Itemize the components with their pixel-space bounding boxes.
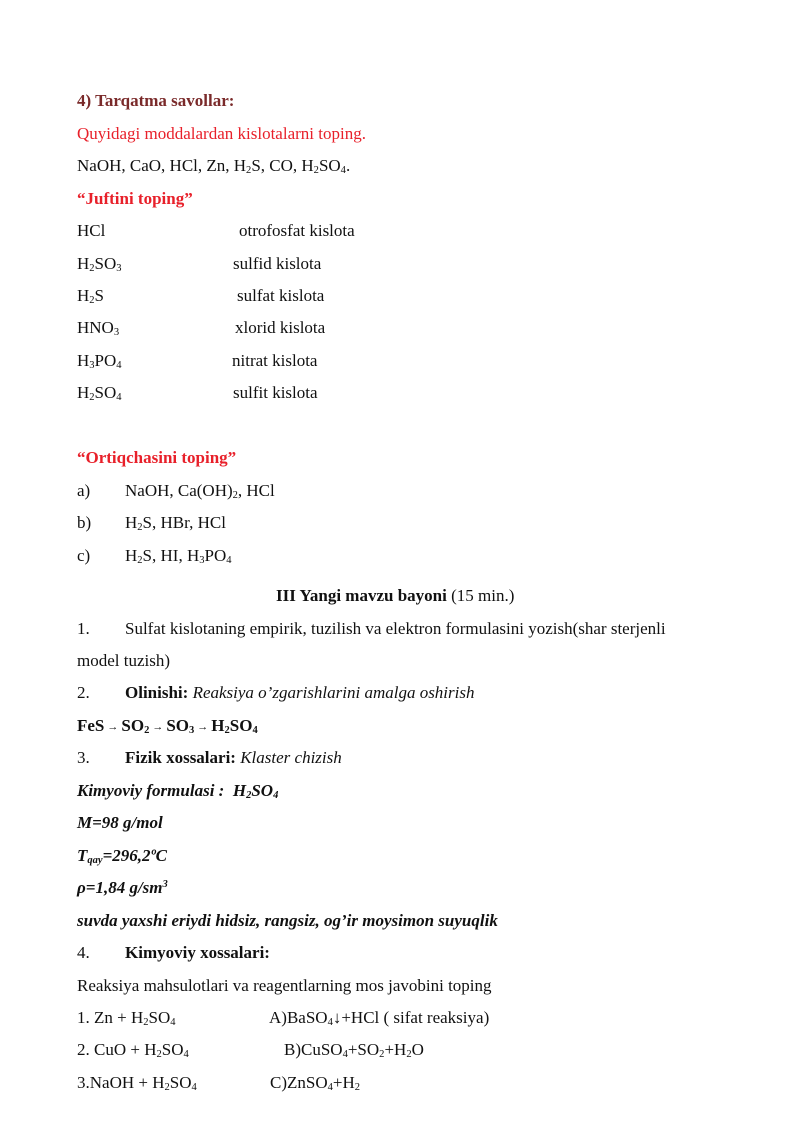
match-name: sulfat kislota (237, 286, 325, 305)
reaction-left: 2. CuO + $H_2SO_4$ (77, 1040, 189, 1061)
section-4-title: 4) Tarqatma savollar: (77, 91, 235, 110)
reaction-right: $C)ZnSO_4+H_2$ (270, 1073, 361, 1094)
odd-item-text: $H_2S$, HBr, HCl (125, 513, 226, 534)
match-formula: $H_2SO_3$ (77, 254, 122, 275)
density-value: ρ=1,84 g/sm (77, 878, 163, 897)
property-boiling-point (77, 846, 167, 866)
section-3-time: (15 min.) (451, 586, 515, 605)
odd-item-label: a) (77, 481, 91, 500)
formula-label: Kimyoviy formulasi : (77, 781, 225, 800)
match-name: nitrat kislota (232, 351, 318, 370)
reaction-row (77, 1008, 490, 1029)
odd-item-label: c) (77, 546, 91, 565)
item-1-text: Sulfat kislotaning empirik, tuzilish va elektron formulasini yozish(shar sterjenli (125, 619, 666, 638)
match-pair-row (77, 254, 322, 275)
odd-title: “Ortiqchasini toping” (77, 448, 237, 467)
match-formula: $H_3PO_4$ (77, 351, 122, 372)
section-3-title (276, 586, 514, 606)
reaction-row (77, 1073, 361, 1094)
match-formula: HCl (77, 221, 106, 240)
item-2-desc: Reaksiya o’zgarishlarini amalga oshirish (192, 683, 475, 702)
item-1-number: 1. (77, 619, 90, 638)
boiling-symbol: T (77, 846, 88, 865)
match-pair-row (77, 221, 355, 241)
odd-item-text: NaOH, $Ca(OH)_2$, HCl (125, 481, 275, 502)
property-formula (77, 781, 278, 801)
odd-item-text: $H_2S$, HI, $H_3PO_4$ (125, 546, 232, 567)
item-3-desc: Klaster chizish (240, 748, 342, 767)
match-formula: $H_2S$ (77, 286, 105, 307)
match-pair-row (77, 351, 318, 372)
item-4 (77, 943, 270, 963)
match-formula: $H_2SO_4$ (77, 383, 122, 404)
item-2-label: Olinishi: (125, 683, 189, 702)
property-description: suvda yaxshi eriydi hidsiz, rangsiz, og’ir moysimon suyuqlik (77, 911, 498, 930)
boiling-value: =296,2ºC (102, 846, 167, 865)
odd-item-label: b) (77, 513, 92, 532)
match-pair-row (77, 383, 318, 404)
match-pair-row (77, 318, 326, 339)
match-formula: $HNO_3$ (77, 318, 120, 339)
substances-list: NaOH, CaO, HCl, Zn, $H_2S$, CO, $H_2SO_4$. (77, 156, 351, 177)
match-title: “Juftini toping” (77, 189, 193, 208)
odd-item (77, 481, 275, 501)
boiling-subscript: qay (87, 855, 103, 867)
task-instruction: Quyidagi moddalardan kislotalarni toping. (77, 124, 366, 143)
item-3-number: 3. (77, 748, 90, 767)
item-3-label: Fizik xossalari: (125, 748, 236, 767)
match-name: xlorid kislota (235, 318, 326, 337)
item-1-continuation: model tuzish) (77, 651, 171, 670)
match-name: sulfid kislota (233, 254, 322, 273)
reaction-left: 1. $Zn + H_2SO_4$ (77, 1008, 176, 1029)
property-density (77, 878, 168, 898)
odd-item (77, 546, 231, 566)
property-molar-mass: M=98 g/mol (77, 813, 163, 832)
item-4-number: 4. (77, 943, 90, 962)
reaction-chain: FeS → $SO_2 \to SO_3 \to H_2SO_4$ (77, 716, 258, 737)
section-3-heading: III Yangi mavzu bayoni (276, 586, 447, 605)
item-3 (77, 748, 342, 768)
formula-value: $H_2SO_4$ (232, 781, 279, 802)
density-superscript: 3 (162, 879, 168, 891)
item-1 (77, 619, 666, 639)
match-pair-row (77, 286, 325, 307)
reaction-left: 3.NaOH + $H_2SO_4$ (77, 1073, 197, 1094)
item-4-label: Kimyoviy xossalari: (125, 943, 270, 962)
reaction-row (77, 1040, 424, 1061)
item-2 (77, 683, 474, 703)
reaction-instruction: Reaksiya mahsulotlari va reagentlarning mos javobini toping (77, 976, 492, 995)
reaction-right: A)BaSO$_4$↓+HCl ( sifat reaksiya) (269, 1008, 490, 1029)
item-2-number: 2. (77, 683, 90, 702)
match-name: sulfit kislota (233, 383, 318, 402)
odd-item (77, 513, 226, 533)
match-name: otrofosfat kislota (239, 221, 355, 240)
reaction-right: $B)CuSO_4+SO_2+H_2O$ (284, 1040, 424, 1061)
